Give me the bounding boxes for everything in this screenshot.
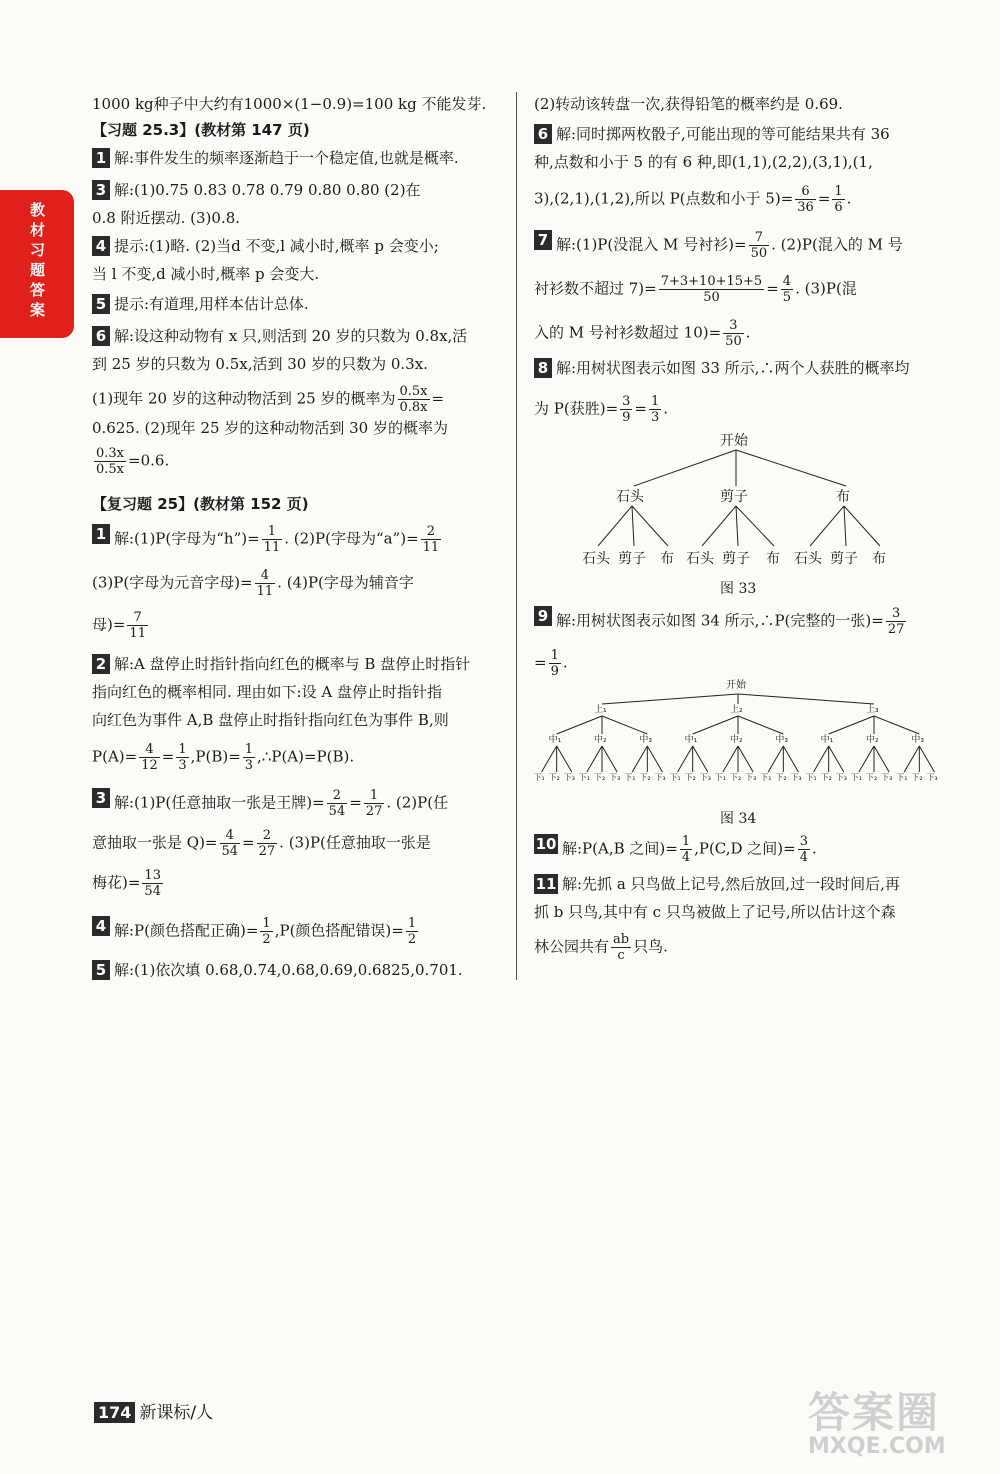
answer-4-cont: 当 l 不变,d 减小时,概率 p 会变大. — [92, 265, 320, 283]
review-answer-6-line3: 3),(2,1),(1,2),所以 P(点数和小于 5)= $\frac{6}{36}$ = $\frac{1}{6}$ . — [534, 184, 852, 215]
answer-text: . (3)P(任意抽取一张是 — [279, 833, 431, 852]
denominator: 11 — [129, 626, 146, 641]
numerator: 1 — [262, 524, 283, 540]
tree-leaf: 下₂ — [911, 773, 923, 782]
answer-text: 提示:(1)略. (2)当d 不变,l 减小时,概率 p 会变小; — [114, 237, 439, 255]
question-number: 1 — [92, 148, 110, 168]
tree-node-l2: 中₁ — [684, 735, 698, 745]
tree-node-l2: 中₁ — [548, 735, 562, 745]
numerator: 3 — [886, 606, 907, 622]
question-number: 10 — [535, 835, 557, 853]
numerator: 0.5x — [399, 384, 428, 399]
answer-6-line4: 0.625. (2)现年 25 岁的这种动物活到 30 岁的概率为 — [92, 419, 448, 437]
fraction — [620, 394, 632, 425]
fraction — [94, 446, 126, 477]
denominator: 4 — [681, 850, 691, 865]
tree-leaf: 石头 — [582, 551, 610, 567]
fraction — [781, 274, 793, 305]
denominator: 3 — [178, 758, 187, 773]
denominator: 54 — [221, 844, 239, 859]
tree-leaf: 布 — [660, 551, 674, 567]
watermark-logo: 答案圈 MXQE.COM — [808, 1388, 946, 1459]
answer-text: 只鸟. — [633, 937, 668, 956]
tree-leaf: 下₁ — [714, 773, 727, 782]
fraction — [832, 184, 844, 215]
tree-leaf: 布 — [766, 551, 780, 567]
tree-leaf: 下₁ — [533, 773, 545, 782]
tree-leaf: 下₃ — [926, 773, 938, 782]
denominator: 54 — [328, 804, 346, 819]
numerator: 1 — [550, 648, 559, 663]
fraction — [364, 788, 385, 819]
answer-6-line3 — [92, 384, 444, 415]
question-number: 5 — [92, 294, 110, 314]
numerator: 1 — [364, 788, 385, 804]
answer-text: 入的 M 号衬衫数超过 10)= — [534, 323, 722, 342]
question-number: 6 — [92, 326, 110, 346]
answer-text: 解:(1)P(没混入 M 号衬衫)= — [556, 235, 747, 254]
fraction — [611, 932, 631, 963]
review-answer-11-line2: 抓 b 只鸟,其中有 c 只鸟被做上了记号,所以估计这个森 — [534, 903, 896, 921]
review-answer-11-line3 — [534, 932, 668, 963]
fraction — [649, 394, 661, 425]
section-header: 【习题 25.3】(教材第 147 页) — [92, 121, 310, 139]
figure-33-caption: 图 33 — [720, 581, 757, 597]
answer-3-cont: 0.8 附近摆动. (3)0.8. — [92, 209, 241, 227]
tree-leaf: 剪子 — [618, 551, 646, 567]
answer-text: = — [242, 833, 255, 852]
review-answer-2 — [92, 654, 470, 674]
figure-33-tree — [574, 428, 914, 588]
question-number: 4 — [92, 236, 110, 256]
answer-text: . (2)P(任 — [386, 793, 449, 812]
answer-5 — [92, 294, 309, 314]
denominator: 50 — [750, 246, 768, 261]
review-answer-7-line2: 衬衫数不超过 7)= $\frac{7+3+10+15+5}{50}$ = $\frac{4}{5}$ . (3)P(混 — [534, 274, 857, 305]
fraction — [680, 834, 692, 865]
answer-text: . (2)P(字母为“a”)= — [284, 529, 419, 548]
tree-leaf: 下₃ — [881, 773, 893, 782]
answer-4 — [92, 236, 439, 256]
review-answer-3-line2 — [92, 828, 431, 859]
answer-6-cont: 到 25 岁的只数为 0.5x,活到 30 岁的只数为 0.3x. — [92, 355, 428, 373]
denominator: 0.5x — [96, 462, 125, 477]
review-answer-10: 10 解:P(A,B 之间)= $\frac{1}{4}$ ,P(C,D 之间)= $\frac{3}{4}$ . — [535, 834, 817, 865]
fraction — [798, 834, 810, 865]
tree-leaf: 下₂ — [548, 773, 560, 782]
tree-leaf: 下₁ — [896, 773, 908, 782]
answer-text: 意抽取一张是 Q)= — [92, 833, 218, 852]
numerator: 1 — [262, 916, 271, 931]
denominator: 50 — [725, 334, 742, 349]
answer-text: 解:事件发生的频率逐渐趋于一个稳定值,也就是概率. — [114, 149, 459, 167]
tree-node-l2: 中₃ — [775, 735, 788, 745]
tree-leaf: 下₃ — [745, 773, 757, 782]
question-number: 4 — [92, 916, 110, 936]
fraction — [795, 184, 816, 215]
question-number: 1 — [92, 524, 110, 544]
tree-leaf: 下₁ — [669, 773, 681, 782]
tree-node-l2: 中₂ — [594, 735, 607, 745]
answer-text: = — [431, 389, 445, 408]
review-answer-1-cont — [92, 568, 414, 599]
answer-text: 解:A 盘停止时指针指向红色的概率与 B 盘停止时指针 — [114, 655, 471, 673]
review-answer-11 — [534, 874, 900, 894]
fraction — [749, 230, 770, 261]
numerator: 7 — [749, 230, 770, 246]
fraction — [549, 648, 561, 679]
answer-text: 提示:有道理,用样本估计总体. — [114, 295, 309, 313]
page-number: 174 — [94, 1402, 135, 1423]
page-footer — [94, 1398, 213, 1423]
tree-node-l2: 中₁ — [820, 735, 834, 745]
answer-text: 母)= — [92, 615, 126, 634]
tree-node-l2: 中₂ — [730, 735, 743, 745]
question-number: 3 — [92, 788, 110, 808]
denominator: c — [617, 948, 625, 963]
answer-text: 为 P(获胜)= — [534, 399, 619, 418]
tree-leaf: 下₂ — [730, 773, 742, 782]
side-tab-label: 教材习题答案 — [30, 201, 46, 319]
numerator: 1 — [244, 742, 254, 757]
fraction — [398, 384, 430, 415]
review-answer-3-line3 — [92, 868, 165, 899]
figure-34-caption: 图 34 — [720, 811, 757, 827]
tree-leaf: 下₂ — [820, 773, 832, 782]
tree-leaf: 剪子 — [722, 551, 750, 567]
answer-text: 梅花)= — [92, 873, 141, 892]
numerator: 1 — [834, 184, 843, 199]
tree-leaf: 剪子 — [830, 551, 858, 567]
fraction — [886, 606, 907, 637]
fraction — [327, 788, 348, 819]
tree-leaf: 下₃ — [563, 773, 575, 782]
review-answer-2-line2: 指向红色的概率相同. 理由如下:设 A 盘停止时指针指 — [92, 683, 442, 701]
answer-text: 解:(1)P(任意抽取一张是王牌)= — [114, 793, 325, 812]
answer-text: P(A)= — [92, 747, 138, 766]
numerator: ab — [613, 932, 630, 947]
numerator: 4 — [220, 828, 241, 844]
answer-text: ,P(B)= — [190, 747, 241, 766]
review-answer-7 — [534, 230, 903, 261]
series-label: 新课标/人 — [139, 1403, 214, 1423]
tree-leaf: 下₁ — [850, 773, 863, 782]
review-answer-9-line2: = $\frac{1}{9}$ . — [534, 648, 568, 679]
tree-leaf: 下₂ — [594, 773, 606, 782]
question-number: 8 — [534, 358, 552, 378]
text-line: (2)转动该转盘一次,获得铅笔的概率约是 0.69. — [534, 95, 843, 113]
review-answer-1-line3 — [92, 610, 150, 641]
tree-node-l2: 中₃ — [911, 735, 924, 745]
answer-text: 解:用树状图表示如图 33 所示,∴两个人获胜的概率均 — [556, 359, 910, 377]
denominator: 2 — [262, 932, 271, 947]
numerator: 2 — [327, 788, 348, 804]
text-line: 1000 kg种子中大约有1000×(1−0.9)=100 kg 不能发芽. — [92, 95, 487, 113]
tree-leaf: 下₁ — [760, 773, 772, 782]
review-answer-8 — [534, 358, 909, 378]
denominator: 50 — [703, 290, 720, 305]
tree-leaf: 下₃ — [790, 773, 802, 782]
tree-leaf: 下₂ — [866, 773, 878, 782]
denominator: 2 — [407, 932, 417, 947]
answer-text: (1)现年 20 岁的这种动物活到 25 岁的概率为 — [92, 389, 396, 408]
tree-leaf: 下₁ — [578, 773, 591, 782]
answer-text: 林公园共有 — [534, 937, 610, 956]
fraction — [260, 916, 272, 947]
denominator: 27 — [258, 844, 276, 859]
answer-text: 解:(1)依次填 0.68,0.74,0.68,0.69,0.6825,0.701. — [114, 961, 463, 979]
numerator: 3 — [723, 318, 744, 334]
answer-text: 解:P(A,B 之间)= — [562, 839, 678, 858]
denominator: 3 — [244, 758, 254, 773]
fraction — [257, 828, 278, 859]
numerator: 0.3x — [96, 446, 125, 461]
numerator: 6 — [795, 184, 816, 200]
denominator: 11 — [256, 584, 274, 599]
question-number: 7 — [534, 230, 552, 250]
denominator: 9 — [550, 664, 559, 679]
answer-6 — [92, 326, 467, 346]
answer-text: 3),(2,1),(1,2),所以 P(点数和小于 5)= — [534, 189, 794, 208]
review-answer-7-line3: 入的 M 号衬衫数超过 10)= $\frac{3}{50}$ . — [534, 318, 751, 349]
fraction — [127, 610, 148, 641]
answer-6-line5 — [92, 446, 169, 477]
numerator: 1 — [681, 834, 691, 849]
question-number: 9 — [534, 606, 552, 626]
numerator: 7 — [127, 610, 148, 626]
denominator: 9 — [622, 410, 631, 425]
answer-text: 解:用树状图表示如图 34 所示,∴P(完整的一张)= — [556, 611, 884, 630]
numerator: 1 — [651, 394, 660, 409]
answer-text: =0.6. — [128, 451, 170, 470]
numerator: 1 — [407, 916, 417, 931]
denominator: 5 — [782, 290, 792, 305]
numerator: 4 — [782, 274, 792, 289]
question-number: 6 — [534, 124, 552, 144]
question-number: 5 — [92, 960, 110, 980]
denominator: 0.8x — [399, 400, 428, 415]
denominator: 11 — [422, 540, 440, 555]
answer-text: . (2)P(混入的 M 号 — [771, 235, 903, 254]
review-answer-9 — [534, 606, 908, 637]
tree-root: 开始 — [720, 433, 748, 449]
answer-text: ,P(颜色搭配错误)= — [274, 921, 404, 940]
review-answer-6 — [534, 124, 890, 144]
answer-text: . (3)P(混 — [795, 279, 857, 298]
answer-text: ,∴P(A)=P(B). — [257, 747, 355, 766]
tree-node-l1: 布 — [836, 489, 850, 505]
fraction — [176, 742, 188, 773]
tree-leaf: 下₃ — [699, 773, 711, 782]
figure-34-labels — [534, 678, 942, 798]
answer-text: (3)P(字母为元音字母)= — [92, 573, 253, 592]
review-answer-5 — [92, 960, 463, 980]
tree-node-l1: 剪子 — [720, 489, 748, 505]
answer-text: ,P(C,D 之间)= — [694, 839, 796, 858]
denominator: 36 — [797, 200, 814, 215]
column-divider — [516, 92, 517, 980]
answer-text: 解:设这种动物有 x 只,则活到 20 岁的只数为 0.8x,活 — [114, 327, 468, 345]
tree-node-l1: 上₃ — [866, 705, 879, 715]
numerator: 4 — [139, 742, 160, 758]
review-answer-8-line2: 为 P(获胜)= $\frac{3}{9}$ = $\frac{1}{3}$ . — [534, 394, 669, 425]
fraction — [262, 524, 283, 555]
fraction — [659, 274, 764, 305]
denominator: 3 — [651, 410, 660, 425]
answer-text: 解:先抓 a 只鸟做上记号,然后放回,过一段时间后,再 — [562, 875, 900, 893]
review-answer-2-line3: 向红色为事件 A,B 盘停止时指针指向红色为事件 B,则 — [92, 711, 449, 729]
review-answer-3 — [92, 788, 448, 819]
tree-leaf: 下₂ — [639, 773, 651, 782]
denominator: 11 — [263, 540, 281, 555]
fraction — [220, 828, 241, 859]
answer-text: = — [161, 747, 175, 766]
tree-leaf: 下₁ — [805, 773, 817, 782]
question-number: 3 — [92, 180, 110, 200]
numerator: 3 — [799, 834, 809, 849]
review-answer-6-line2: 种,点数和小于 5 的有 6 种,即(1,1),(2,2),(3,1),(1, — [534, 153, 873, 171]
tree-leaf: 石头 — [686, 551, 714, 567]
numerator: 7+3+10+15+5 — [660, 274, 763, 289]
denominator: 6 — [834, 200, 843, 215]
fraction — [243, 742, 255, 773]
tree-root: 开始 — [726, 680, 746, 691]
numerator: 4 — [255, 568, 276, 584]
numerator: 13 — [144, 868, 161, 883]
fraction — [255, 568, 276, 599]
tree-leaf: 下₃ — [835, 773, 847, 782]
denominator: 27 — [365, 804, 383, 819]
fraction — [406, 916, 418, 947]
fraction — [142, 868, 163, 899]
section-side-tab — [0, 190, 74, 338]
review-answer-2-line4 — [92, 742, 354, 773]
figure-34-tree — [534, 678, 942, 798]
question-number: 11 — [535, 875, 557, 893]
tree-leaf: 下₃ — [654, 773, 666, 782]
answer-text: 解:同时掷两枚骰子,可能出现的等可能结果共有 36 — [556, 125, 890, 143]
answer-1 — [92, 148, 459, 168]
answer-text: 解:(1)0.75 0.83 0.78 0.79 0.80 0.80 (2)在 — [114, 181, 421, 199]
numerator: 3 — [622, 394, 631, 409]
question-number: 2 — [92, 654, 110, 674]
answer-text: 解:(1)P(字母为“h”)= — [114, 529, 260, 548]
review-answer-1 — [92, 524, 443, 555]
tree-node-l1: 上₁ — [594, 705, 607, 715]
tree-leaf: 下₂ — [775, 773, 787, 782]
numerator: 1 — [178, 742, 187, 757]
tree-node-l2: 中₃ — [639, 735, 652, 745]
tree-leaf: 下₃ — [609, 773, 621, 782]
numerator: 2 — [421, 524, 442, 540]
tree-leaf: 布 — [872, 551, 886, 567]
fraction — [421, 524, 442, 555]
answer-text: . (4)P(字母为辅音字 — [277, 573, 414, 592]
answer-3 — [92, 180, 421, 200]
review-answer-4 — [92, 916, 420, 947]
answer-text: 衬衫数不超过 7)= — [534, 279, 657, 298]
answer-text: 解:P(颜色搭配正确)= — [114, 921, 259, 940]
tree-leaf: 下₂ — [684, 773, 696, 782]
denominator: 54 — [144, 884, 161, 899]
tree-node-l1: 石头 — [616, 489, 644, 505]
tree-leaf: 下₁ — [624, 773, 636, 782]
section-header: 【复习题 25】(教材第 152 页) — [92, 495, 309, 513]
numerator: 2 — [257, 828, 278, 844]
tree-node-l1: 上₂ — [730, 705, 743, 715]
answer-text: = — [349, 793, 362, 812]
fraction — [723, 318, 744, 349]
denominator: 4 — [799, 850, 809, 865]
tree-node-l2: 中₂ — [866, 735, 879, 745]
denominator: 27 — [887, 622, 905, 637]
fraction — [139, 742, 160, 773]
tree-leaf: 石头 — [794, 551, 822, 567]
denominator: 12 — [141, 758, 158, 773]
